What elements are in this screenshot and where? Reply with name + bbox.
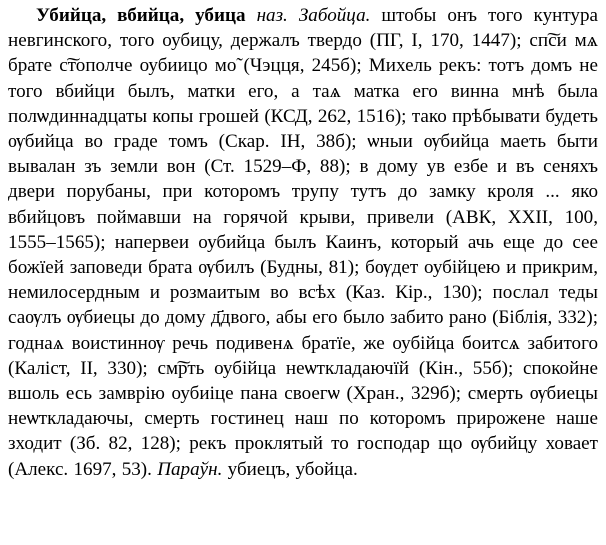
comparison-text: убиецъ, убойца. [227,458,358,480]
entry-body: штобы онъ того кунтура невгинского, того оубицу, держалъ твердо (ПГ, I, 170, 1447); сп͠си мѧ брате с͠тополче оубиицо мо̃ (Чэцця, 245б); Михель рекъ: тотъ домъ не того вбийци былъ, матки его, а таѧ матка его винна мнѣ была полѡдиннадцаты копы грошей (КСД, 262, 1516); тако прѣбывати будеть ѹбийца во граде томъ (Скар. IН, 38б); ѡныи ѹбийца маеть быти вывалан зъ земли вон (Ст. 1529–Ф, 88); в дому ув езбе и въ сеняхъ двери порубаны, при которомъ трупу тутъ до замку кроля ... яко вбийцовъ поймавши на горячой крыви, привели (АВК, XXII, 100, 1555–1565); напервеи оубийца былъ Каинъ, который ачь еще до сее божїей заповеди брата ѹбилъ (Будны, 81); бѹдет оубійцею и прикрим, немилосердным и розмаитым во всѣх (Каз. Кір., 130); послал теды саѹлъ ѹбиецы до дому д҃двого, абы его было забито рано (Біблія, 332); годнаѧ воистиннѹ речь подивенѧ братїе, же оубійца боитсѧ забитого (Каліст, II, 330); см͠рть оубійца неѡткладаючїй (Кін., 55б); спокойне вшоль есь замврію оубиіце пана своегѡ (Хран., 329б); смерть ѹбиецы неѡткладаючы, смерть гостинец наш по которомъ прирожене наше зходит (Зб. 82, 128); рекъ проклятый то господар що ѹбийцу ховает (Алекс. 1697, 53). [8,5,598,480]
dictionary-entry [8,3,598,482]
part-of-speech-label: наз. [256,5,288,26]
headword: Убийца, вбийца, убица [36,5,246,26]
comparison-label: Параўн. [157,458,223,480]
synonym: Забойца. [298,5,371,26]
